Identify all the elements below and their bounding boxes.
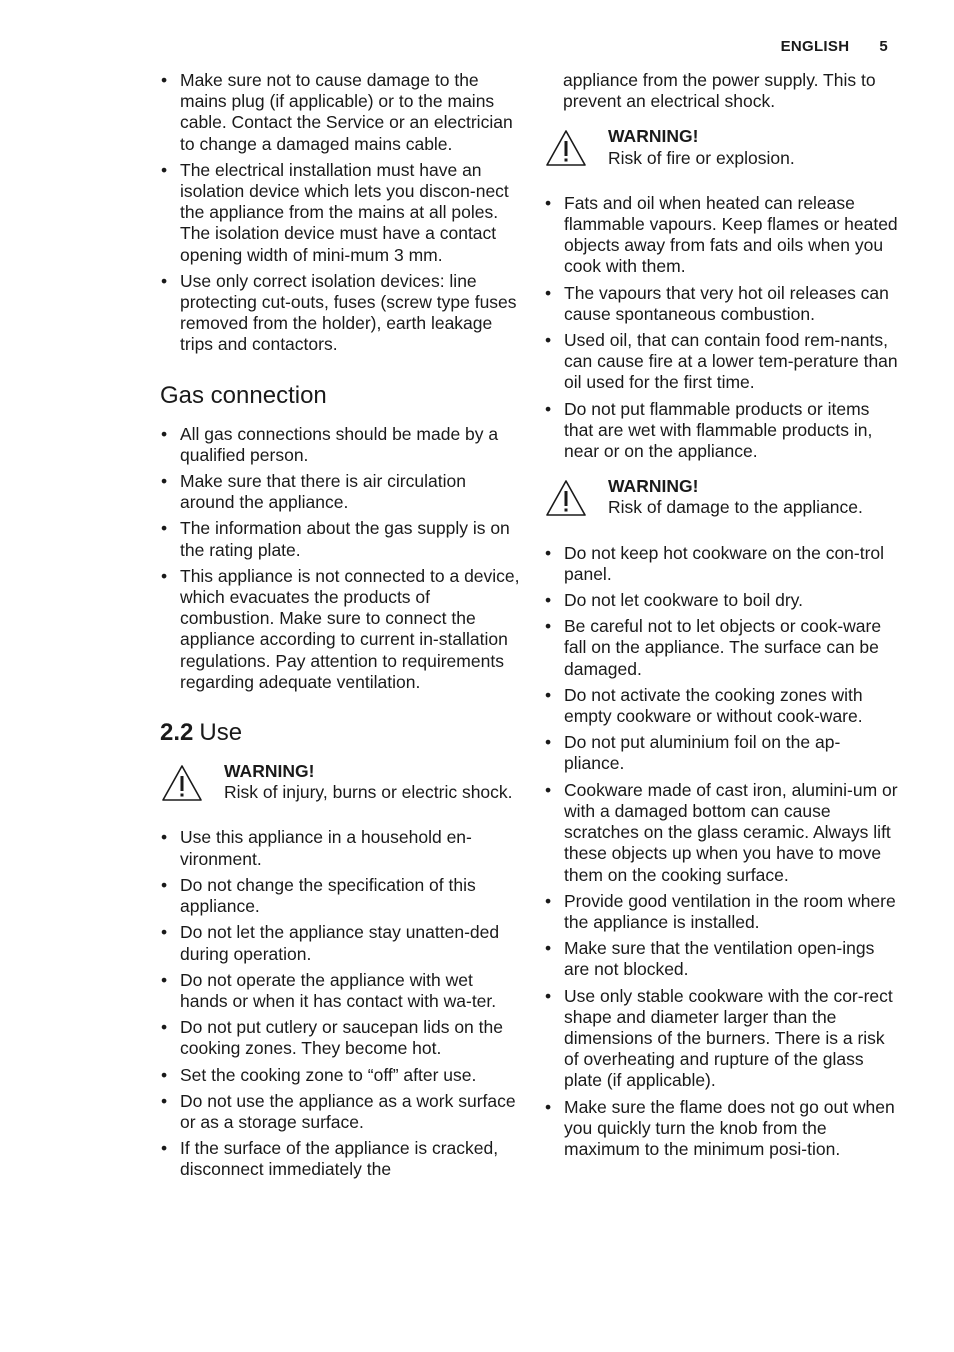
list-item: • The electrical installation must have an isolation device which lets you discon-nect the appliance from the mains at all poles. The isolation device must have a contact opening width of mini-mum 3 mm. — [160, 160, 520, 266]
list-item: • Fats and oil when heated can release flammable vapours. Keep flames or heated objects away from fats and oils when you cook with them. — [544, 193, 900, 278]
list-item: • Use only correct isolation devices: line protecting cut-outs, fuses (screw type fuses removed from the holder), earth leakage trips and contactors. — [160, 271, 520, 356]
page-header — [781, 38, 888, 55]
right-column — [544, 70, 900, 1165]
list-item: • All gas connections should be made by a qualified person. — [160, 424, 520, 466]
use-warning — [160, 761, 520, 803]
list-item: • Provide good ventilation in the room where the appliance is installed. — [544, 891, 900, 933]
list-item: • Make sure that there is air circulation around the appliance. — [160, 471, 520, 513]
warning-text: Risk of fire or explosion. — [608, 147, 795, 168]
list-item: • Do not change the specification of this appliance. — [160, 875, 520, 917]
electrical-list — [160, 70, 520, 356]
list-item: • Do not activate the cooking zones with empty cookware or without cook-ware. — [544, 685, 900, 727]
list-item: • Do not let cookware to boil dry. — [544, 590, 900, 611]
warning-text: Risk of damage to the appliance. — [608, 497, 863, 518]
page-number: 5 — [879, 38, 888, 55]
warning-icon — [160, 763, 204, 803]
list-item: • Set the cooking zone to “off” after use. — [160, 1065, 520, 1086]
list-item: • Cookware made of cast iron, alumini-um or with a damaged bottom can cause scratches on the glass ceramic. Always lift these objects up when you have to move them on the cooking surface. — [544, 780, 900, 886]
warning-text: Risk of injury, burns or electric shock. — [224, 782, 513, 803]
gas-list — [160, 424, 520, 693]
list-item: • Do not put cutlery or saucepan lids on the cooking zones. They become hot. — [160, 1017, 520, 1059]
list-item: • Do not keep hot cookware on the con-trol panel. — [544, 543, 900, 585]
list-item: • The vapours that very hot oil releases can cause spontaneous combustion. — [544, 283, 900, 325]
gas-connection-heading: Gas connection — [160, 381, 327, 409]
damage-list — [544, 543, 900, 1160]
damage-warning — [544, 476, 900, 518]
left-column — [160, 70, 520, 1186]
list-item: • Used oil, that can contain food rem-nants, can cause fire at a lower tem-perature than oil used for the first time. — [544, 330, 900, 394]
section-number: 2.2 — [160, 719, 194, 747]
warning-title: WARNING! — [608, 476, 699, 497]
use-heading: 2.2 Use — [160, 719, 243, 747]
continuation-text: appliance from the power supply. This to prevent an electrical shock. — [563, 70, 876, 112]
list-item: • Do not use the appliance as a work surface or as a storage surface. — [160, 1091, 520, 1133]
warning-title: WARNING! — [224, 761, 315, 782]
list-item: • The information about the gas supply is on the rating plate. — [160, 518, 520, 560]
list-item: • Make sure that the ventilation open-ings are not blocked. — [544, 938, 900, 980]
list-item: • Make sure not to cause damage to the mains plug (if applicable) or to the mains cable. Contact the Service or an electrician to change a damaged mains cable. — [160, 70, 520, 155]
list-item: • Use only stable cookware with the cor-rect shape and diameter larger than the dimensions of the burners. There is a risk of overheating and rupture of the glass plate (if applicable). — [544, 986, 900, 1092]
warning-icon — [544, 128, 588, 168]
language-label: ENGLISH — [780, 38, 850, 55]
list-item: • Use this appliance in a household en-vironment. — [160, 827, 520, 869]
use-list — [160, 827, 520, 1180]
warning-icon — [544, 478, 588, 518]
list-item: • Make sure the flame does not go out when you quickly turn the knob from the maximum to the minimum posi-tion. — [544, 1097, 900, 1161]
list-item: • Do not put aluminium foil on the ap-pliance. — [544, 732, 900, 774]
list-item: • This appliance is not connected to a device, which evacuates the products of combustion. Make sure to connect the appliance according to current in-stallation regulations. Pay attention to requirements regarding adequate ventilation. — [160, 566, 520, 693]
warning-title: WARNING! — [608, 126, 699, 147]
fire-warning — [544, 126, 900, 168]
list-item: • If the surface of the appliance is cracked, disconnect immediately the — [160, 1138, 520, 1180]
list-item: • Do not operate the appliance with wet hands or when it has contact with wa-ter. — [160, 970, 520, 1012]
list-item: • Do not let the appliance stay unatten-ded during operation. — [160, 922, 520, 964]
list-item: • Be careful not to let objects or cook-ware fall on the appliance. The surface can be damaged. — [544, 616, 900, 680]
list-item: • Do not put flammable products or items that are wet with flammable products in, near or on the appliance. — [544, 399, 900, 463]
fire-list — [544, 193, 900, 462]
